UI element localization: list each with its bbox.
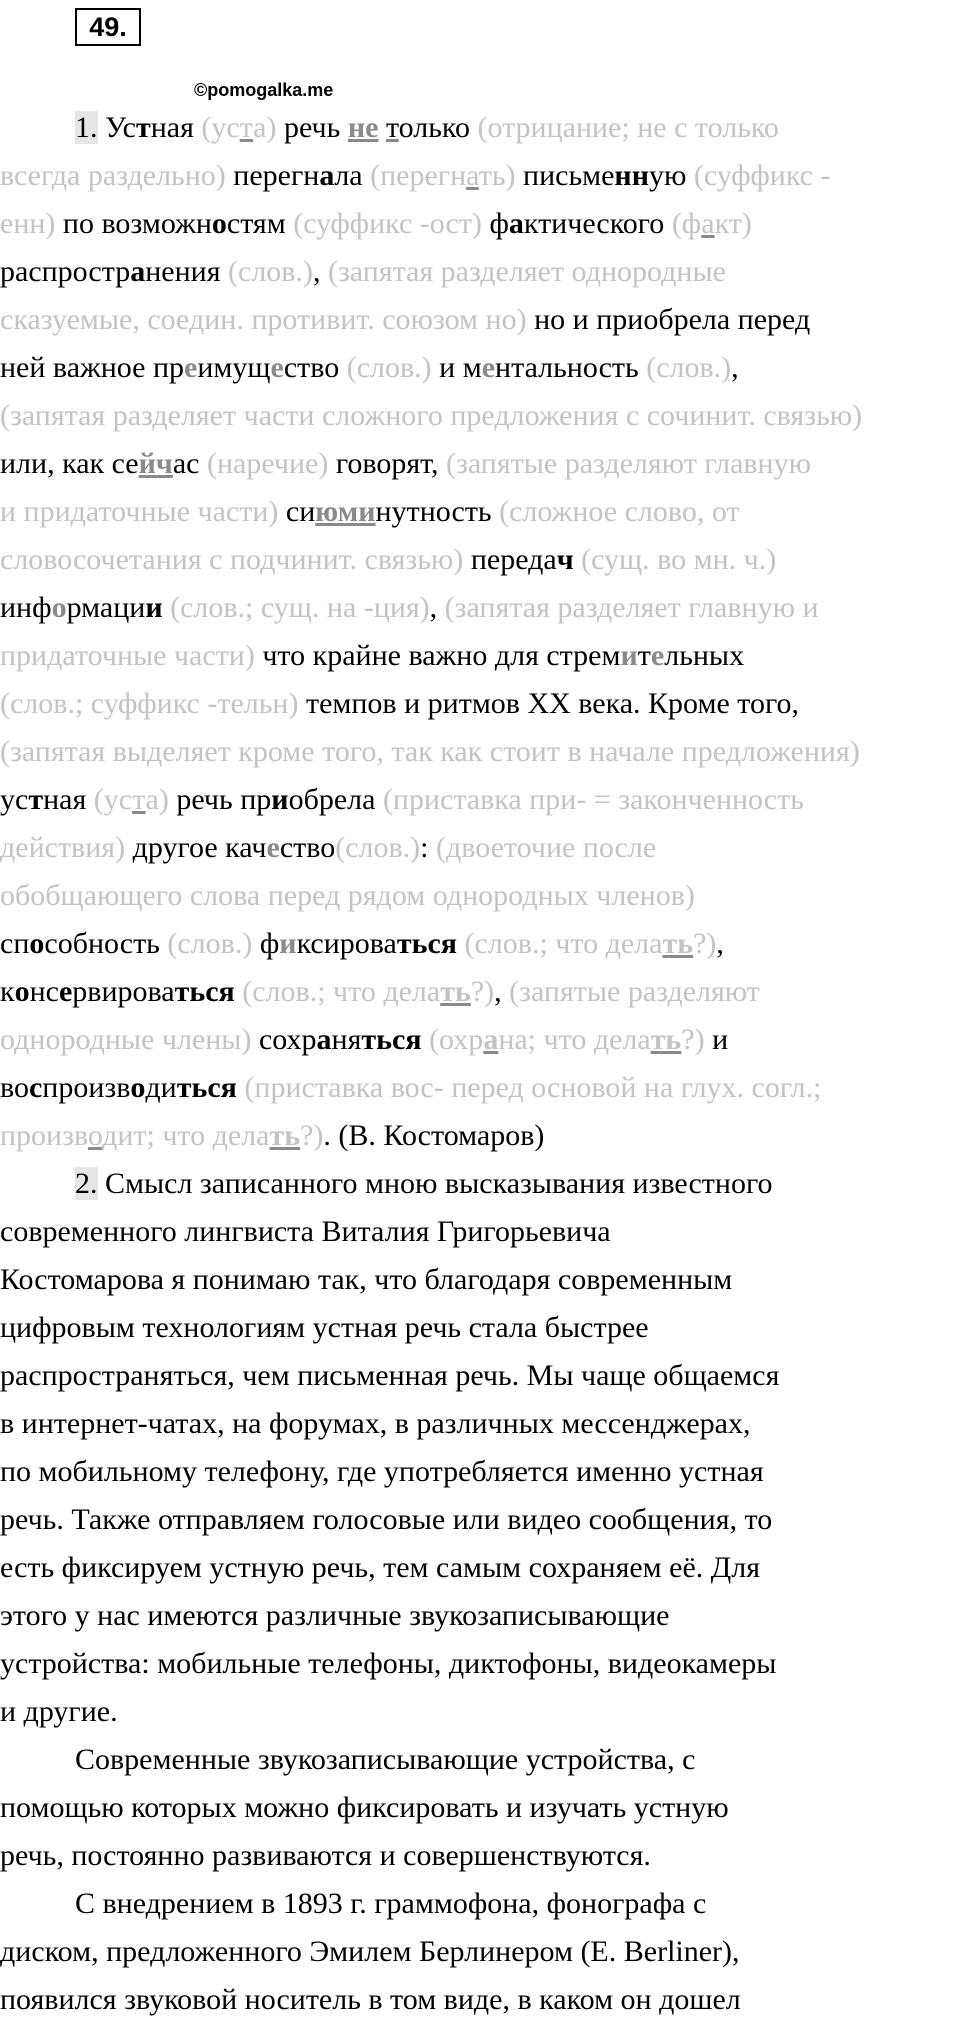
text-line: есть фиксируем устную речь, тем самым сохраняем её. Для bbox=[0, 1551, 761, 1584]
text-line: 2. Смысл записанного мною высказывания известного bbox=[75, 1167, 773, 1200]
text-line: (запятая разделяет части сложного предложения с сочинит. связью) bbox=[0, 399, 863, 432]
text-line: появился звуковой носитель в том виде, в каком он дошел bbox=[0, 1983, 741, 2016]
text-line: Костомарова я понимаю так, что благодаря современным bbox=[0, 1263, 733, 1296]
text-line: цифровым технологиям устная речь стала быстрее bbox=[0, 1311, 649, 1344]
part1-number: 1. bbox=[75, 111, 98, 144]
text-line: речь. Также отправляем голосовые или видео сообщения, то bbox=[0, 1503, 773, 1536]
text-line: распространения (слов.), (запятая разделяет однородные bbox=[0, 255, 726, 288]
text-line: консервироваться (слов.; что делать?), (запятые разделяют bbox=[0, 975, 760, 1008]
text-line: устройства: мобильные телефоны, диктофоны, видеокамеры bbox=[0, 1647, 777, 1680]
text-line: устная (уста) речь приобрела (приставка при- = законченность bbox=[0, 783, 804, 816]
text-line: (запятая выделяет кроме того, так как стоит в начале предложения) bbox=[0, 735, 860, 768]
text-line: производит; что делать?). (В. Костомаров) bbox=[0, 1119, 545, 1152]
text-line: 1. Устная (уста) речь не только (отрицание; не с только bbox=[75, 111, 779, 144]
part2-number: 2. bbox=[75, 1167, 98, 1200]
text-line: в интернет-чатах, на форумах, в различных мессенджерах, bbox=[0, 1407, 751, 1440]
text-line: этого у нас имеются различные звукозаписывающие bbox=[0, 1599, 670, 1632]
text-line: всегда раздельно) перегнала (перегнать) письменную (суффикс - bbox=[0, 159, 831, 192]
text-line: придаточные части) что крайне важно для стремительных bbox=[0, 639, 745, 672]
text-line: воспроизводиться (приставка вос- перед основой на глух. согл.; bbox=[0, 1071, 822, 1104]
text-line: ней важное преимущество (слов.) и ментальность (слов.), bbox=[0, 351, 739, 384]
text-line: сказуемые, соедин. противит. союзом но) но и приобрела перед bbox=[0, 303, 811, 336]
text-line: С внедрением в 1893 г. граммофона, фонографа с bbox=[75, 1887, 707, 1920]
task-number: 49. bbox=[75, 8, 141, 46]
text-line: Современные звукозаписывающие устройства, с bbox=[75, 1743, 696, 1776]
part1-source: (В. Костомаров) bbox=[338, 1119, 545, 1152]
text-line: диском, предложенного Эмилем Берлинером (E. Berliner), bbox=[0, 1935, 740, 1968]
text-line: информации (слов.; сущ. на -ция), (запятая разделяет главную и bbox=[0, 591, 819, 624]
text-line: (слов.; суффикс -тельн) темпов и ритмов XX века. Кроме того, bbox=[0, 687, 800, 720]
text-line: или, как сейчас (наречие) говорят, (запятые разделяют главную bbox=[0, 447, 812, 480]
text-line: помощью которых можно фиксировать и изучать устную bbox=[0, 1791, 729, 1824]
text-line: и другие. bbox=[0, 1695, 118, 1728]
text-line: обобщающего слова перед рядом однородных членов) bbox=[0, 879, 695, 912]
text-line: и придаточные части) сиюминутность (сложное слово, от bbox=[0, 495, 740, 528]
text-line: енн) по возможностям (суффикс -ост) фактического (факт) bbox=[0, 207, 752, 240]
text-line: современного лингвиста Виталия Григорьевича bbox=[0, 1215, 611, 1248]
text-line: словосочетания с подчинит. связью) передач (сущ. во мн. ч.) bbox=[0, 543, 777, 576]
text-line: распространяться, чем письменная речь. Мы чаще общаемся bbox=[0, 1359, 780, 1392]
watermark: ©pomogalka.me bbox=[194, 80, 334, 100]
text-line: однородные члены) сохраняться (охрана; что делать?) и bbox=[0, 1023, 729, 1056]
text-line: действия) другое качество(слов.): (двоеточие после bbox=[0, 831, 657, 864]
text-line: речь, постоянно развиваются и совершенствуются. bbox=[0, 1839, 651, 1872]
text-line: способность (слов.) фиксироваться (слов.; что делать?), bbox=[0, 927, 724, 960]
text-line: по мобильному телефону, где употребляется именно устная bbox=[0, 1455, 764, 1488]
